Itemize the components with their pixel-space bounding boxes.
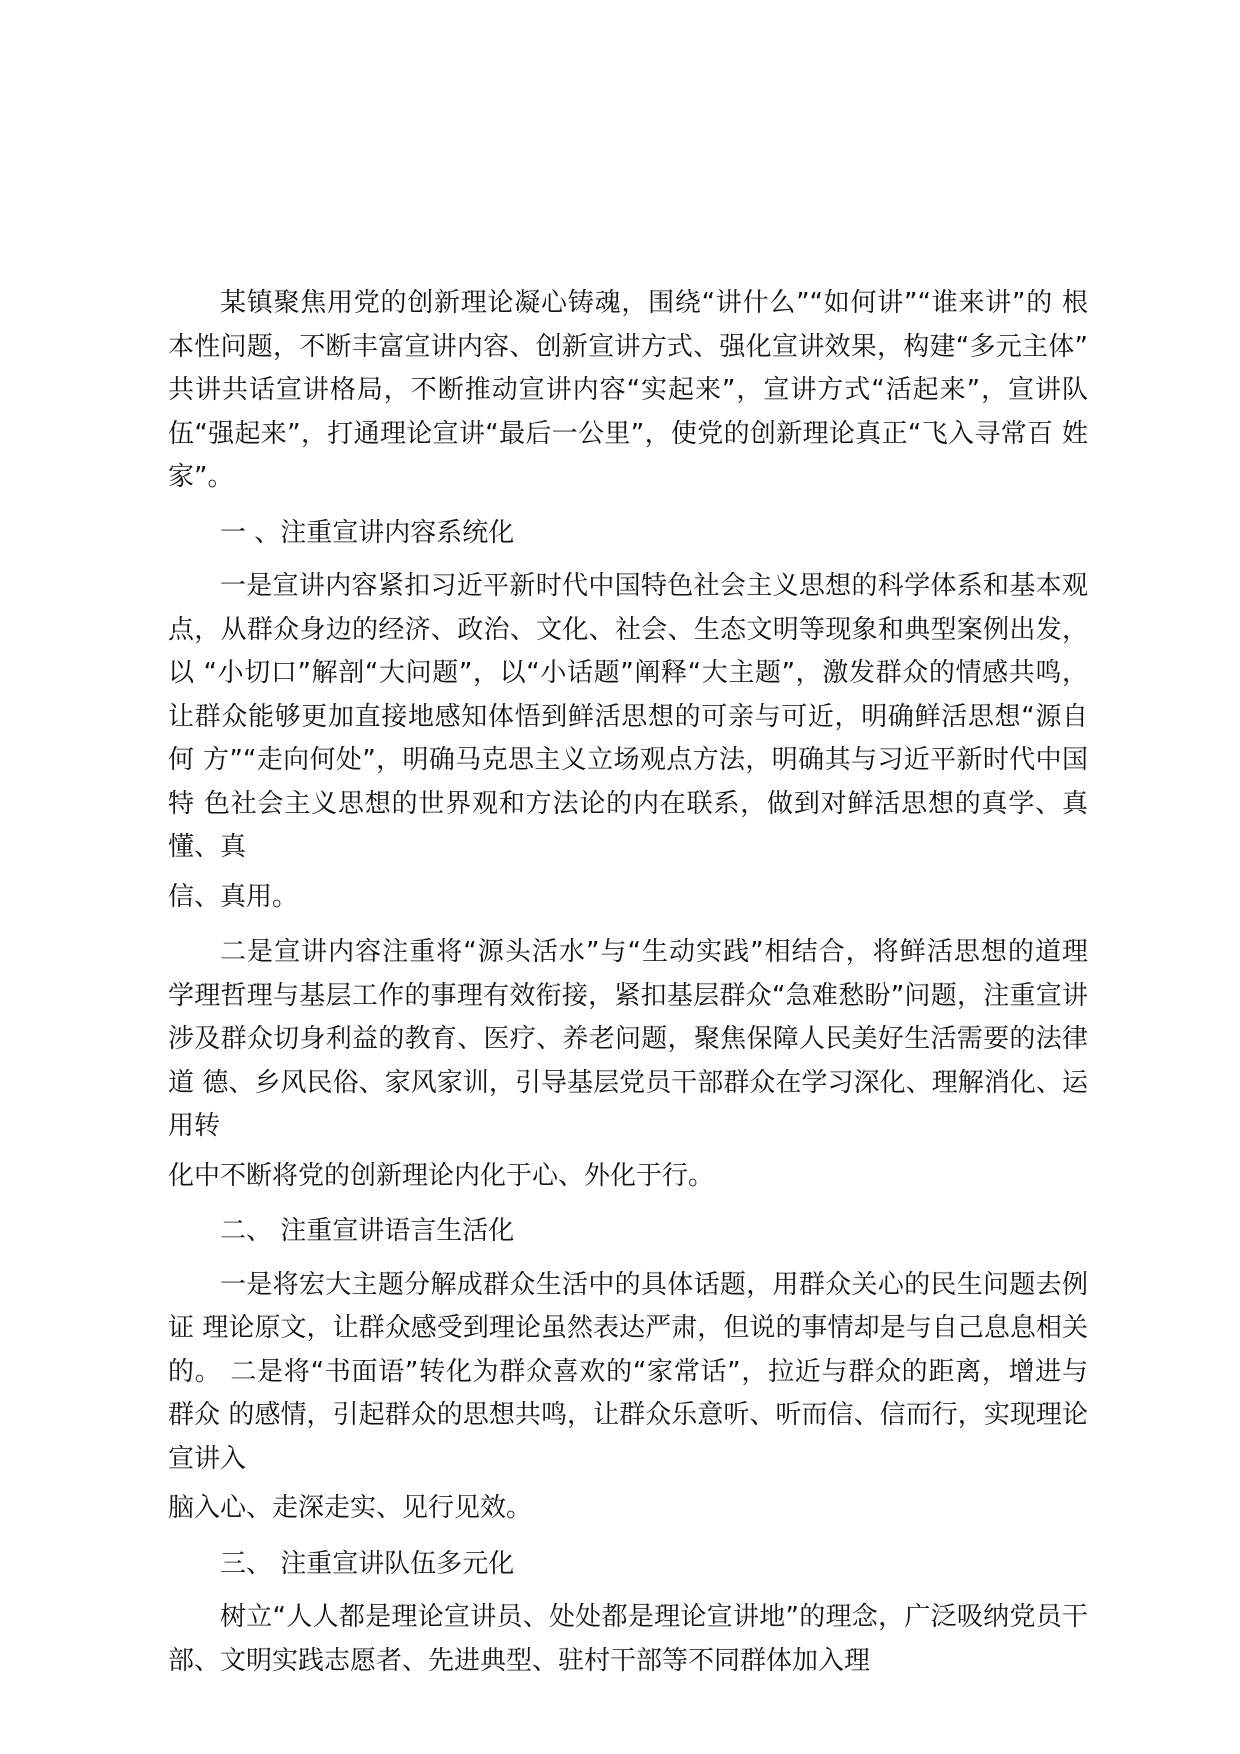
section-1-paragraph-1-continued: 信、真用。 (168, 881, 299, 912)
section-2-paragraph-1-continued: 脑入心、走深走实、见行见效。 (168, 1493, 533, 1523)
document-body (168, 282, 1088, 1695)
section-2-heading: 二、 注重宣讲语言生活化 (220, 1216, 515, 1246)
section-3-heading: 三、 注重宣讲队伍多元化 (220, 1548, 515, 1579)
section-1-heading: 一 、注重宣讲内容系统化 (220, 517, 515, 548)
intro-paragraph: 某镇聚焦用党的创新理论凝心铸魂，围绕“讲什么”“如何讲”“谁来讲”的 根本性问题，不断丰富宣讲内容、创新宣讲方式、强化宣讲效果，构建“多元主体” 共讲共话宣讲格局，不断推动宣讲内容“实起来”，宣讲方式“活起来”，宣讲队 伍“强起来”，打通理论宣讲“最后一公里”，使党的创新理论真正“飞入寻常百 姓家”。 (168, 288, 1088, 492)
section-3-paragraph-1: 树立“人人都是理论宣讲员、处处都是理论宣讲地”的理念，广泛吸纳党员干 部、文明实践志愿者、先进典型、驻村干部等不同群体加入理 (168, 1602, 1088, 1676)
section-1-paragraph-2: 二是宣讲内容注重将“源头活水”与“生动实践”相结合，将鲜活思想的道理 学理哲理与基层工作的事理有效衔接，紧扣基层群众“急难愁盼”问题，注重宣讲 涉及群众切身利益的教育、医疗、养老问题，聚焦保障人民美好生活需要的法律道 德、乡风民俗、家风家训，引导基层党员干部群众在学习深化、理解消化、运用转 (168, 937, 1088, 1141)
section-1-paragraph-1: 一是宣讲内容紧扣习近平新时代中国特色社会主义思想的科学体系和基本观 点，从群众身边的经济、政治、文化、社会、生态文明等现象和典型案例出发，以 “小切口”解剖“大问题”，以“小话题”阐释“大主题”，激发群众的情感共鸣， 让群众能够更加直接地感知体悟到鲜活思想的可亲与可近，明确鲜活思想“源自何 方”“走向何处”，明确马克思主义立场观点方法，明确其与习近平新时代中国特 色社会主义思想的世界观和方法论的内在联系，做到对鲜活思想的真学、真懂、真 (168, 571, 1089, 862)
section-2-paragraph-1: 一是将宏大主题分解成群众生活中的具体话题，用群众关心的民生问题去例证 理论原文，让群众感受到理论虽然表达严肃，但说的事情却是与自己息息相关的。 二是将“书面语”转化为群众喜欢的“家常话”，拉近与群众的距离，增进与群众 的感情，引起群众的思想共鸣，让群众乐意听、听而信、信而行，实现理论宣讲入 (168, 1269, 1088, 1474)
section-1-paragraph-2-continued: 化中不断将党的创新理论内化于心、外化于行。 (168, 1160, 715, 1191)
